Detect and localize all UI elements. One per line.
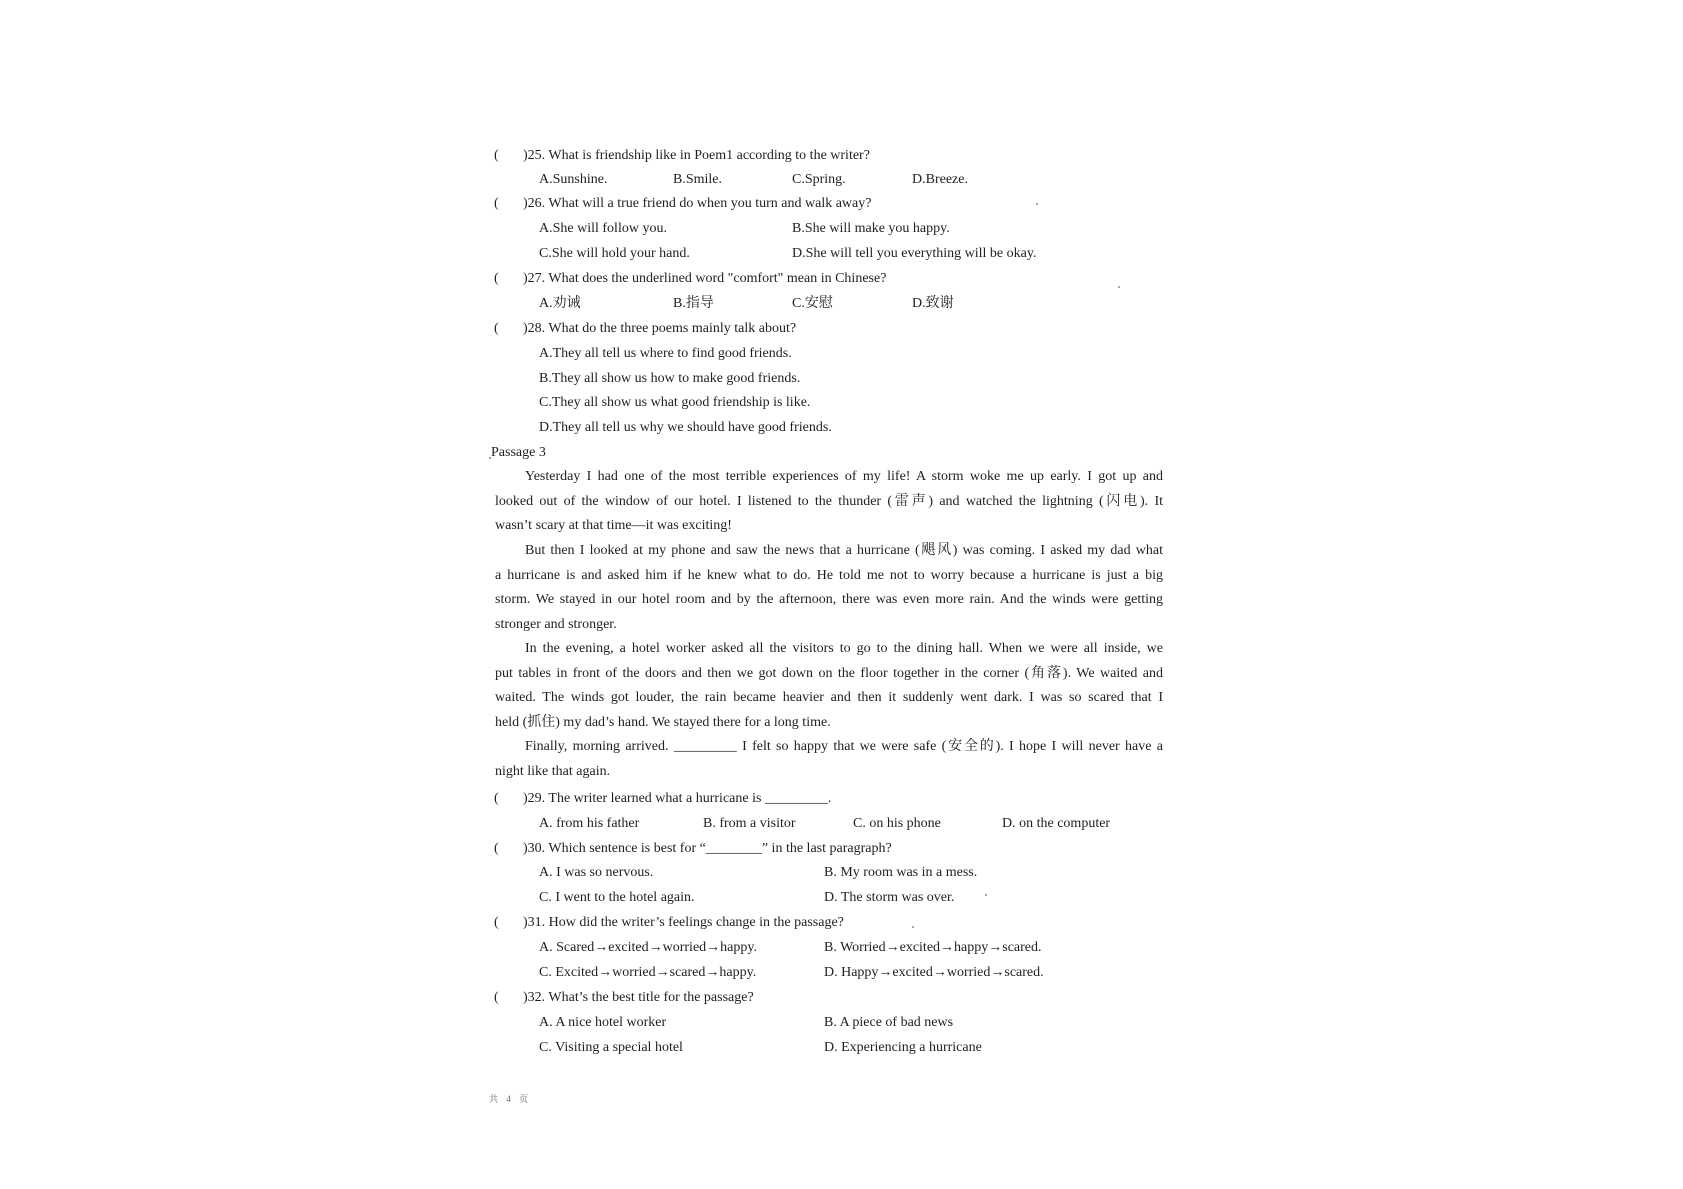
option-b: B.Smile. xyxy=(673,172,723,187)
scan-speck xyxy=(985,894,987,896)
option-d: D.致谢 xyxy=(912,296,954,311)
option-c: C. Visiting a special hotel xyxy=(539,1040,683,1055)
question-stem: )31. How did the writer’s feelings change in the passage? xyxy=(523,915,844,930)
question-stem: )25. What is friendship like in Poem1 according to the writer? xyxy=(523,148,870,163)
option-a: A. from his father xyxy=(539,816,640,831)
option-d: D.They all tell us why we should have good friends. xyxy=(539,420,832,435)
passage-line: looked out of the window of our hotel. I listened to the thunder (雷声) and watched the lightning (闪电). It xyxy=(495,493,1163,509)
option-c: C. I went to the hotel again. xyxy=(539,890,695,905)
option-b: B.They all show us how to make good friends. xyxy=(539,371,801,386)
question-stem: )32. What’s the best title for the passage? xyxy=(523,990,754,1005)
option-c: C.They all show us what good friendship is like. xyxy=(539,395,811,410)
option-d: D. Experiencing a hurricane xyxy=(824,1040,982,1055)
answer-paren: ( xyxy=(494,841,499,856)
answer-paren: ( xyxy=(494,271,499,286)
passage-line: night like that again. xyxy=(495,763,611,779)
option-b: B. My room was in a mess. xyxy=(824,865,978,880)
answer-paren: ( xyxy=(494,196,499,211)
answer-paren: ( xyxy=(494,148,499,163)
passage-line: Yesterday I had one of the most terrible experiences of my life! A storm woke me up early. I got up and xyxy=(525,469,1163,484)
passage-line: storm. We stayed in our hotel room and by the afternoon, there was even more rain. And the winds were getting xyxy=(495,592,1163,607)
passage-heading: Passage 3 xyxy=(491,445,546,460)
option-c: C.安慰 xyxy=(792,296,833,311)
option-c: C.She will hold your hand. xyxy=(539,246,690,261)
scan-speck xyxy=(912,926,914,928)
option-a: A.劝诫 xyxy=(539,296,581,311)
passage-paragraph-2 xyxy=(495,539,1163,637)
scan-speck xyxy=(1036,203,1038,205)
passage-paragraph-3 xyxy=(495,637,1163,735)
option-c: C. on his phone xyxy=(853,816,941,831)
option-d: D.She will tell you everything will be okay. xyxy=(792,246,1037,261)
option-a: A.Sunshine. xyxy=(539,172,608,187)
option-c: C. Excited→worried→scared→happy. xyxy=(539,965,757,980)
option-b: B. from a visitor xyxy=(703,816,796,831)
question-stem: )28. What do the three poems mainly talk about? xyxy=(523,321,797,336)
option-a: A. I was so nervous. xyxy=(539,865,654,880)
passage-line: But then I looked at my phone and saw the news that a hurricane (飓风) was coming. I asked my dad what xyxy=(525,543,1163,558)
option-a: A.She will follow you. xyxy=(539,221,667,236)
passage-line: stronger and stronger. xyxy=(495,616,617,632)
answer-paren: ( xyxy=(494,990,499,1005)
option-d: D. The storm was over. xyxy=(824,890,955,905)
question-stem: )27. What does the underlined word "comfort" mean in Chinese? xyxy=(523,271,887,286)
question-stem: )26. What will a true friend do when you turn and walk away? xyxy=(523,196,872,211)
scan-speck xyxy=(1118,286,1120,288)
passage-paragraph-4 xyxy=(495,735,1163,784)
passage-paragraph-1 xyxy=(495,465,1163,539)
page-footer: 共 4 页 xyxy=(489,1094,532,1104)
passage-line: In the evening, a hotel worker asked all the visitors to go to the dining hall. When we were all inside, we xyxy=(525,641,1163,656)
passage-line: waited. The winds got louder, the rain became heavier and then it suddenly went dark. I was so scared that I xyxy=(495,690,1163,705)
answer-paren: ( xyxy=(494,791,499,806)
passage-line: Finally, morning arrived. _________ I felt so happy that we were safe (安全的). I hope I will never have a xyxy=(525,739,1163,754)
passage-line: put tables in front of the doors and then we got down on the floor together in the corner (角落). We waited and xyxy=(495,665,1163,681)
option-a: A.They all tell us where to find good friends. xyxy=(539,346,792,361)
passage-line: a hurricane is and asked him if he knew what to do. He told me not to worry because a hurricane is just a big xyxy=(495,567,1163,583)
scan-speck xyxy=(489,457,491,459)
option-a: A. A nice hotel worker xyxy=(539,1015,667,1030)
option-d: D. Happy→excited→worried→scared. xyxy=(824,965,1044,980)
option-b: B. A piece of bad news xyxy=(824,1015,954,1030)
option-d: D.Breeze. xyxy=(912,172,968,187)
option-b: B. Worried→excited→happy→scared. xyxy=(824,940,1042,955)
option-c: C.Spring. xyxy=(792,172,846,187)
answer-paren: ( xyxy=(494,321,499,336)
option-d: D. on the computer xyxy=(1002,816,1111,831)
option-a: A. Scared→excited→worried→happy. xyxy=(539,940,757,955)
question-stem: )30. Which sentence is best for “________” in the last paragraph? xyxy=(523,841,892,856)
passage-line: wasn’t scary at that time—it was exciting! xyxy=(495,518,732,533)
passage-line: held (抓住) my dad’s hand. We stayed there for a long time. xyxy=(495,714,831,730)
option-b: B.指导 xyxy=(673,296,714,311)
option-b: B.She will make you happy. xyxy=(792,221,950,236)
answer-paren: ( xyxy=(494,915,499,930)
question-stem: )29. The writer learned what a hurricane is _________. xyxy=(523,791,832,806)
